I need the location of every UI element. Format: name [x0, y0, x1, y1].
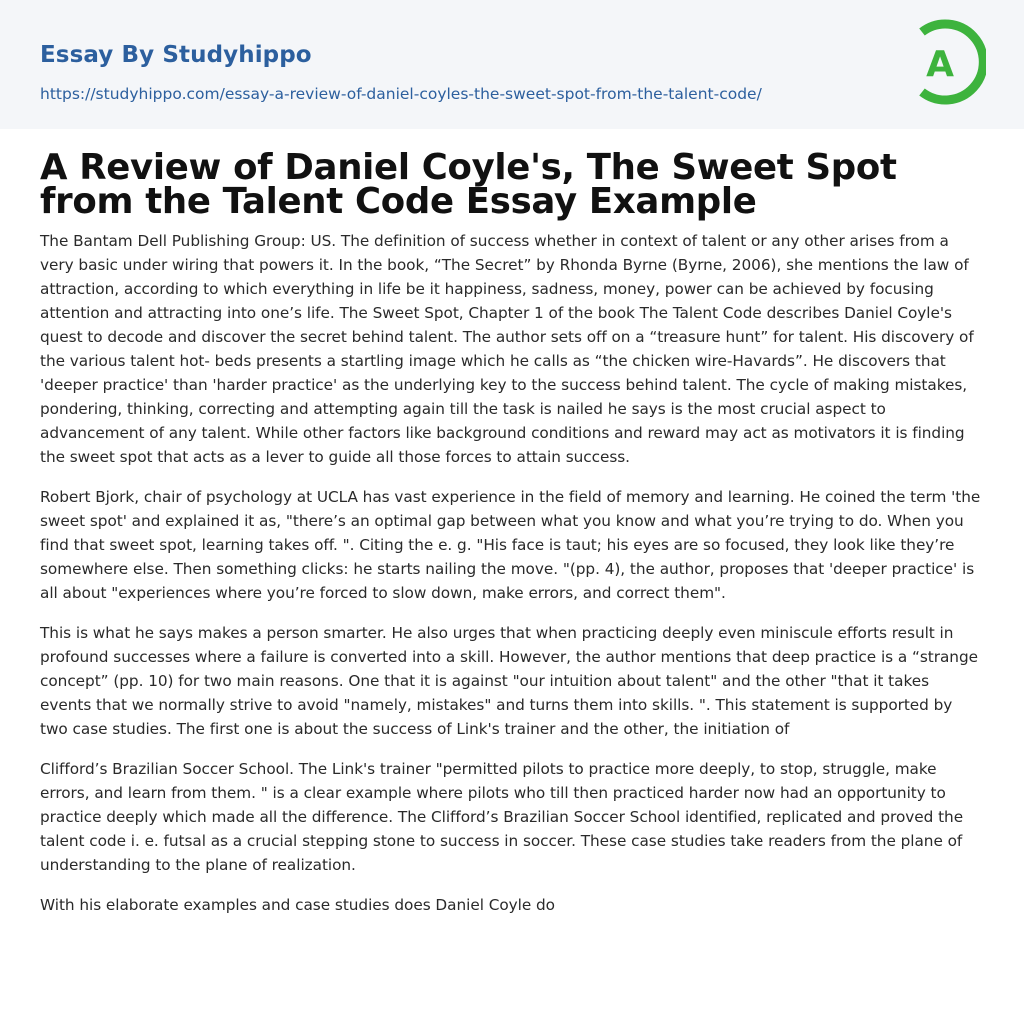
- page-title: A Review of Daniel Coyle's, The Sweet Spot from the Talent Code Essay Example: [40, 147, 897, 222]
- site-brand[interactable]: Essay By Studyhippo: [40, 42, 312, 68]
- paragraph: This is what he says makes a person smarter. He also urges that when practicing deeply even miniscule efforts result in profound successes where a failure is converted into a skill. However, the author mentions that deep practice is a “strange concept” (pp. 10) for two main reasons. One that it is against "our intuition about talent" and the other "that it takes events that we normally strive to avoid "namely, mistakes" and turns them into skills. ". This statement is supported by two case studies. The first one is about the success of Link's trainer and the other, the initiation of: [40, 624, 978, 738]
- paragraph: The Bantam Dell Publishing Group: US. The definition of success whether in context of talent or any other arises from a very basic under wiring that powers it. In the book, “The Secret” by Rhonda Byrne (Byrne, 2006), she mentions the law of attraction, according to which everything in life be it happiness, sadness, money, power can be achieved by focusing attention and attracting into one’s life. The Sweet Spot, Chapter 1 of the book The Talent Code describes Daniel Coyle's quest to decode and discover the secret behind talent. The author sets off on a “treasure hunt” for talent. His discovery of the various talent hot- beds presents a startling image which he calls as “the chicken wire-Havards”. He discovers that 'deeper practice' than 'harder practice' as the underlying key to the success behind talent. The cycle of making mistakes, pondering, thinking, correcting and attempting again till the task is nailed he says is the most crucial aspect to advancement of any talent. While other factors like background conditions and reward may act as motivators it is finding the sweet spot that acts as a lever to guide all those forces to attain success.: [40, 232, 974, 466]
- logo-letter: A: [926, 44, 954, 85]
- article-body: [40, 229, 984, 933]
- paragraph: With his elaborate examples and case studies does Daniel Coyle do: [40, 896, 555, 914]
- paragraph: Robert Bjork, chair of psychology at UCLA has vast experience in the field of memory and learning. He coined the term 'the sweet spot' and explained it as, "there’s an optimal gap between what you know and what you’re trying to do. When you find that sweet spot, learning takes off. ". Citing the e. g. "His face is taut; his eyes are so focused, they look like they’re somewhere else. Then something clicks: he starts nailing the move. "(pp. 4), the author, proposes that 'deeper practice' is all about "experiences where you’re forced to slow down, make errors, and correct them".: [40, 488, 981, 602]
- source-url-link[interactable]: https://studyhippo.com/essay-a-review-of-daniel-coyles-the-sweet-spot-from-the-talent-code/: [40, 85, 762, 103]
- paragraph: Clifford’s Brazilian Soccer School. The Link's trainer "permitted pilots to practice more deeply, to stop, struggle, make errors, and learn from them. " is a clear example where pilots who till then practiced harder now had an opportunity to practice deeply which made all the difference. The Clifford’s Brazilian Soccer School identified, replicated and proved the talent code i. e. futsal as a crucial stepping stone to success in soccer. These case studies take readers from the plane of understanding to the plane of realization.: [40, 760, 964, 874]
